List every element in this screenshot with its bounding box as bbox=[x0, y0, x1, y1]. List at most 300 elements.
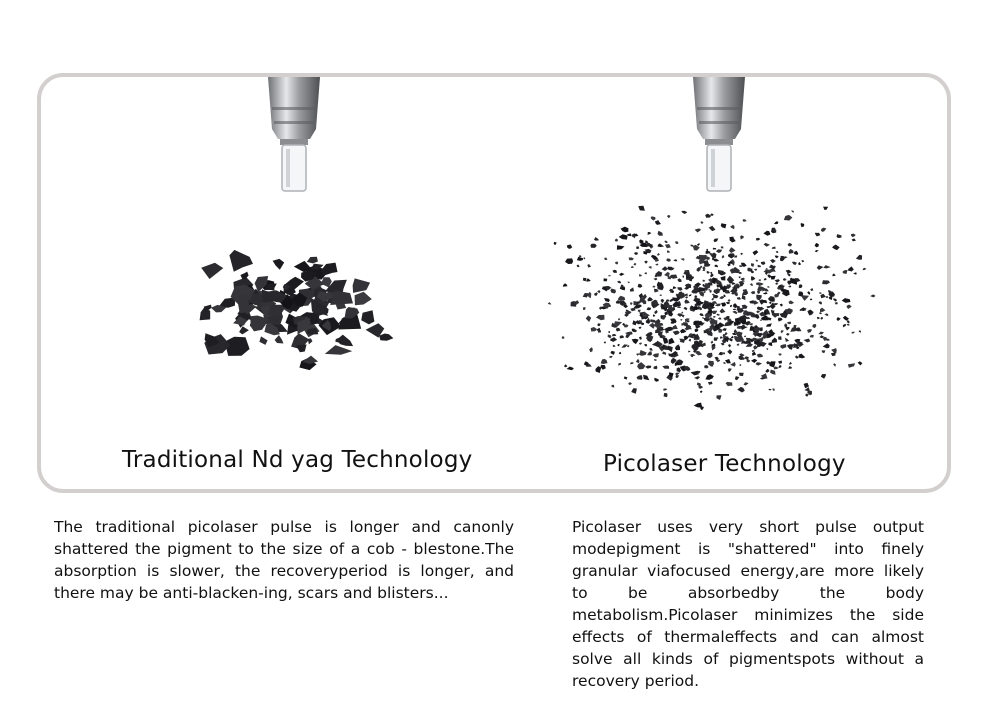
pigment-particle bbox=[664, 272, 670, 277]
pigment-particle bbox=[815, 243, 819, 248]
pigment-particle bbox=[831, 353, 836, 357]
pigment-particle bbox=[681, 258, 685, 261]
pigment-particle bbox=[725, 359, 731, 363]
pigment-particle bbox=[666, 259, 671, 262]
pigment-particle bbox=[562, 336, 565, 339]
pigment-particle bbox=[628, 382, 632, 385]
pigment-particle bbox=[654, 289, 659, 293]
pigment-particle bbox=[655, 220, 661, 225]
pigment-particle bbox=[601, 359, 608, 364]
pigment-particle bbox=[565, 258, 573, 264]
pigment-particle bbox=[744, 335, 746, 337]
pigment-particle bbox=[759, 279, 762, 281]
pigment-particle bbox=[843, 270, 848, 274]
traditional-description: The traditional picolaser pulse is longer and canonly shattered the pigment to the size of a cob - blestone.The absorption is slower, the recoveryperiod is longer, and there may be anti-blacken-ing, scars and blisters... bbox=[54, 518, 514, 602]
pigment-particle bbox=[667, 215, 670, 218]
pigment-particle bbox=[649, 323, 655, 329]
pigment-particle bbox=[610, 289, 616, 294]
pigment-particle bbox=[780, 304, 783, 307]
pigment-particle bbox=[673, 331, 680, 336]
pigment-particle bbox=[631, 388, 637, 393]
pigment-particle bbox=[700, 407, 704, 411]
pigment-particle bbox=[815, 250, 819, 252]
pigment-particle bbox=[630, 302, 633, 305]
pigment-particle bbox=[644, 261, 647, 264]
pigment-particle bbox=[712, 301, 718, 304]
pigment-particle bbox=[694, 376, 700, 379]
pigment-particle bbox=[770, 370, 776, 375]
pigment-particle bbox=[822, 280, 830, 284]
pigment-particle bbox=[586, 278, 591, 282]
pigment-chunk bbox=[275, 335, 284, 343]
pigment-particle bbox=[684, 307, 688, 310]
pigment-particle bbox=[757, 354, 763, 358]
pigment-particle bbox=[784, 215, 793, 221]
pigment-particle bbox=[852, 332, 856, 334]
pigment-particle bbox=[739, 373, 744, 376]
pigment-particle bbox=[645, 272, 647, 274]
pigment-particle bbox=[623, 305, 628, 308]
pigment-particle bbox=[789, 300, 795, 304]
pigment-particle bbox=[764, 278, 767, 281]
pigment-particle bbox=[604, 342, 606, 344]
pigment-particle bbox=[835, 302, 838, 304]
pigment-particle bbox=[740, 235, 744, 239]
pigment-particle bbox=[655, 264, 658, 266]
pigment-particle bbox=[617, 245, 625, 250]
pigment-particle bbox=[804, 339, 811, 343]
pigment-particle bbox=[792, 262, 797, 266]
pigment-particle bbox=[810, 299, 813, 301]
pigment-particle bbox=[807, 291, 810, 295]
pigment-particle bbox=[675, 241, 678, 244]
pigment-particle bbox=[750, 283, 753, 286]
pigment-particle bbox=[751, 359, 757, 363]
pigment-particle bbox=[766, 323, 772, 327]
pigment-particle bbox=[664, 393, 668, 397]
pigment-particle bbox=[730, 305, 732, 307]
pigment-particle bbox=[774, 366, 779, 369]
pigment-particle bbox=[638, 284, 643, 288]
pigment-particle bbox=[722, 328, 727, 331]
pigment-particle bbox=[707, 353, 713, 358]
pigment-particle bbox=[663, 389, 667, 391]
pigment-particle bbox=[704, 263, 711, 267]
pigment-particle bbox=[617, 281, 621, 284]
pigment-chunk bbox=[201, 263, 223, 279]
pigment-particle bbox=[818, 332, 824, 335]
pigment-particle bbox=[617, 344, 620, 347]
pigment-particle bbox=[710, 290, 712, 293]
pigment-particle bbox=[691, 245, 694, 247]
pigment-particle bbox=[583, 293, 589, 298]
pigment-particle bbox=[647, 351, 652, 355]
pigment-particle bbox=[707, 271, 710, 274]
pigment-particle bbox=[815, 233, 821, 237]
pigment-particle bbox=[587, 264, 591, 268]
pigment-particle bbox=[591, 327, 597, 332]
pigment-particle bbox=[620, 335, 624, 338]
pigment-particle bbox=[727, 349, 732, 354]
pigment-particle bbox=[730, 362, 735, 367]
pigment-particle bbox=[697, 382, 701, 385]
pigment-particle bbox=[785, 327, 789, 331]
pigment-particle bbox=[631, 266, 634, 268]
pigment-particle bbox=[817, 317, 820, 319]
pigment-particle bbox=[810, 335, 814, 338]
pigment-particle bbox=[787, 344, 794, 350]
pigment-particle bbox=[673, 325, 678, 330]
pigment-chunk bbox=[361, 310, 374, 324]
pigment-particle bbox=[655, 259, 659, 262]
pigment-particle bbox=[851, 234, 856, 238]
pigment-particle bbox=[651, 216, 656, 220]
pigment-particle bbox=[653, 314, 656, 317]
pigment-particle bbox=[729, 338, 733, 342]
pigment-particle bbox=[681, 312, 683, 314]
pigment-particle bbox=[858, 361, 863, 365]
pigment-particle bbox=[705, 214, 711, 218]
pigment-particle bbox=[644, 344, 647, 346]
pigment-particle bbox=[721, 246, 724, 248]
pigment-particle bbox=[780, 313, 789, 319]
pigment-particle bbox=[634, 252, 638, 255]
pigment-particle bbox=[689, 339, 691, 342]
pigment-particle bbox=[796, 347, 799, 349]
pigment-particle bbox=[703, 266, 706, 269]
pigment-particle bbox=[648, 232, 652, 235]
pigment-particle bbox=[702, 317, 705, 319]
pigment-particle bbox=[788, 285, 791, 287]
pigment-particle bbox=[820, 294, 826, 299]
pigment-particle bbox=[611, 351, 615, 355]
pigment-particle bbox=[731, 336, 734, 338]
pigment-particle bbox=[760, 319, 762, 321]
pigment-particle bbox=[613, 345, 616, 347]
pigment-particle bbox=[710, 317, 713, 320]
pigment-particle bbox=[755, 314, 760, 319]
pigment-particle bbox=[662, 351, 666, 355]
pigment-particle bbox=[799, 284, 803, 288]
pigment-particle bbox=[712, 258, 715, 260]
pigment-particle bbox=[583, 307, 586, 310]
pigment-particle bbox=[847, 320, 850, 324]
pigment-particle bbox=[684, 293, 688, 296]
pigment-particle bbox=[819, 292, 821, 294]
pigment-particle bbox=[609, 356, 613, 358]
pigment-particle bbox=[563, 283, 568, 286]
pigment-particle bbox=[630, 287, 634, 291]
pigment-particle bbox=[843, 316, 849, 321]
pigment-particle bbox=[639, 350, 646, 356]
pigment-particle bbox=[739, 276, 741, 278]
pigment-particle bbox=[616, 328, 621, 332]
pigment-particle bbox=[745, 382, 749, 384]
pigment-particle bbox=[590, 244, 596, 248]
pigment-particle bbox=[775, 279, 780, 283]
pigment-particle bbox=[763, 292, 768, 294]
pigment-particle bbox=[608, 335, 612, 339]
pigment-particle bbox=[824, 313, 828, 316]
pigment-particle bbox=[641, 322, 644, 325]
pigment-particle bbox=[805, 394, 809, 397]
pigment-particle bbox=[779, 365, 782, 368]
pigment-particle bbox=[821, 317, 824, 320]
pigment-particle bbox=[740, 253, 743, 255]
pigment-particle bbox=[624, 376, 628, 379]
pigment-particle bbox=[653, 353, 659, 357]
pigment-particle bbox=[699, 259, 704, 264]
pigment-particle bbox=[703, 291, 706, 294]
pigment-particle bbox=[638, 206, 645, 211]
pigment-particle bbox=[618, 363, 621, 366]
pigment-particle bbox=[711, 341, 714, 344]
pigment-particle bbox=[638, 310, 641, 312]
pigment-particle bbox=[647, 307, 652, 310]
pigment-particle bbox=[781, 330, 784, 333]
pigment-particle bbox=[612, 270, 617, 273]
pigment-chunks bbox=[41, 77, 501, 497]
pigment-particle bbox=[715, 265, 719, 267]
pigment-particle bbox=[677, 313, 682, 317]
pigment-particle bbox=[798, 354, 805, 359]
pigment-particle bbox=[833, 363, 836, 367]
pigment-particle bbox=[586, 315, 592, 322]
pigment-particle bbox=[715, 304, 721, 307]
pigment-particle bbox=[615, 239, 618, 242]
pigment-particle bbox=[832, 245, 840, 251]
pigment-particle bbox=[604, 278, 608, 281]
pigment-particle bbox=[779, 353, 782, 355]
pigment-particle bbox=[650, 348, 653, 351]
pigment-particle bbox=[718, 317, 721, 319]
pigment-particle bbox=[618, 318, 620, 320]
pigment-particle bbox=[753, 250, 759, 255]
pigment-particle bbox=[737, 344, 740, 346]
pigment-particle bbox=[823, 207, 828, 210]
pigment-particle bbox=[584, 361, 589, 366]
pigment-particle bbox=[726, 382, 733, 386]
pigment-particle bbox=[846, 305, 851, 309]
pigment-chunk bbox=[325, 345, 353, 355]
pigment-particle bbox=[788, 366, 792, 369]
pigment-particle bbox=[729, 247, 736, 253]
pigment-particle bbox=[697, 267, 701, 272]
pigment-particle bbox=[604, 258, 607, 261]
pigment-particle bbox=[794, 325, 797, 327]
pigment-particle bbox=[685, 296, 688, 298]
pigment-particle bbox=[714, 238, 719, 242]
pigment-particle bbox=[654, 310, 657, 314]
pigment-particle bbox=[823, 265, 830, 268]
pigment-particle bbox=[677, 287, 682, 291]
pigment-particle bbox=[677, 306, 681, 308]
pigment-particle bbox=[662, 366, 669, 369]
pigment-particle bbox=[737, 387, 745, 393]
pigment-particle bbox=[608, 275, 611, 276]
pigment-chunk bbox=[259, 336, 267, 345]
pigment-particle bbox=[837, 234, 842, 238]
pigment-particle bbox=[584, 257, 586, 259]
pigment-particle bbox=[691, 371, 700, 376]
pigment-particle bbox=[601, 365, 606, 370]
pigment-particle bbox=[630, 362, 633, 364]
pigment-particle bbox=[697, 243, 700, 246]
pigment-particle bbox=[728, 344, 731, 348]
pigment-particle bbox=[716, 249, 722, 253]
pigment-particle bbox=[680, 319, 682, 321]
pigment-particle bbox=[739, 364, 741, 366]
pigment-particle bbox=[713, 248, 717, 250]
pigment-particle bbox=[723, 362, 725, 364]
pigment-particle bbox=[764, 243, 770, 247]
pigment-particle bbox=[683, 276, 685, 279]
pigment-particle bbox=[774, 221, 778, 224]
pigment-particle bbox=[661, 329, 664, 331]
pigment-particle bbox=[789, 249, 794, 254]
pigment-particle bbox=[700, 391, 703, 393]
pigment-particle bbox=[843, 324, 846, 327]
pigment-particle bbox=[790, 326, 797, 332]
pigment-particle bbox=[663, 338, 668, 344]
pigment-particle bbox=[669, 338, 675, 345]
pigment-particle bbox=[621, 227, 629, 233]
pigment-particle bbox=[763, 231, 770, 236]
pigment-particle bbox=[771, 276, 776, 280]
pigment-particle bbox=[798, 262, 801, 265]
pigment-particle bbox=[710, 272, 712, 274]
pigment-particle bbox=[619, 273, 624, 276]
pigment-particle bbox=[821, 228, 827, 232]
pigment-particle bbox=[819, 312, 822, 314]
pigment-particle bbox=[608, 331, 610, 333]
pigment-particle bbox=[716, 314, 720, 316]
picolaser-caption: Picolaser Technology bbox=[603, 451, 846, 477]
pigment-particle bbox=[718, 352, 723, 355]
pigment-particle bbox=[629, 257, 634, 260]
pigment-particle bbox=[822, 350, 826, 353]
pigment-particle bbox=[653, 286, 656, 288]
pigment-particle bbox=[713, 316, 716, 318]
pigment-particle bbox=[595, 366, 601, 373]
pigment-particle bbox=[677, 278, 681, 282]
pigment-particle bbox=[610, 337, 617, 342]
pigment-particle bbox=[786, 333, 790, 336]
pigment-particle bbox=[637, 362, 645, 369]
pigment-particle bbox=[637, 375, 643, 380]
pigment-particle bbox=[690, 354, 696, 356]
pigment-particle bbox=[554, 242, 557, 246]
pigment-particle bbox=[741, 278, 745, 281]
pigment-particle bbox=[589, 347, 593, 352]
pigment-particle bbox=[821, 374, 826, 379]
pigment-particle bbox=[775, 256, 779, 259]
pigment-particle bbox=[661, 299, 665, 303]
pigment-particle bbox=[752, 352, 756, 356]
pigment-particle bbox=[636, 246, 639, 249]
pigment-chunk bbox=[336, 335, 353, 347]
pigment-particle bbox=[728, 299, 731, 301]
pigment-particle bbox=[627, 233, 631, 236]
pigment-particle bbox=[791, 210, 793, 213]
pigment-particle bbox=[819, 301, 822, 304]
pigment-particle bbox=[767, 286, 769, 288]
pigment-particle bbox=[784, 324, 787, 327]
pigment-particle bbox=[604, 298, 609, 302]
pigment-particle bbox=[776, 251, 779, 253]
pigment-particle bbox=[594, 237, 599, 241]
pigment-particle bbox=[639, 239, 644, 244]
pigment-particle bbox=[775, 283, 778, 285]
pigment-particle bbox=[795, 355, 798, 358]
pigment-particle bbox=[829, 296, 833, 300]
pigment-particle bbox=[826, 296, 828, 299]
pigment-particle bbox=[801, 223, 805, 227]
pigment-particle bbox=[654, 378, 659, 382]
pigment-particle bbox=[833, 298, 837, 301]
pigment-particle bbox=[619, 234, 628, 239]
pigment-particle bbox=[632, 339, 639, 344]
pigment-particle bbox=[751, 291, 756, 294]
pigment-particle bbox=[611, 385, 614, 388]
pigment-chunk bbox=[273, 259, 285, 270]
pigment-particle bbox=[627, 345, 630, 347]
pigment-particle bbox=[587, 292, 591, 299]
pigment-particle bbox=[766, 348, 768, 350]
pigment-particle bbox=[721, 223, 727, 228]
pigment-particle bbox=[859, 331, 861, 333]
pigment-particle bbox=[802, 295, 809, 301]
pigment-particle bbox=[733, 309, 736, 310]
pigment-particle bbox=[709, 320, 717, 325]
pigment-particle bbox=[722, 255, 724, 259]
pigment-particle bbox=[681, 314, 684, 317]
pigment-particle bbox=[676, 375, 680, 378]
pigment-particle bbox=[583, 278, 587, 282]
pigment-particle bbox=[597, 290, 600, 293]
pigment-chunk bbox=[321, 263, 337, 276]
pigment-particle bbox=[756, 238, 760, 241]
pigment-particle bbox=[863, 268, 867, 270]
pigment-particle bbox=[769, 265, 776, 270]
pigment-particle bbox=[772, 247, 776, 249]
pigment-particle bbox=[720, 308, 726, 313]
pigment-particle bbox=[639, 327, 642, 329]
pigment-particle bbox=[778, 361, 782, 364]
pigment-particle bbox=[778, 336, 781, 339]
picolaser-panel bbox=[501, 77, 955, 489]
pigment-particle bbox=[689, 294, 692, 296]
pigment-particle bbox=[837, 317, 841, 321]
pigment-particle bbox=[756, 362, 763, 365]
pigment-particle bbox=[658, 243, 664, 247]
pigment-particle bbox=[634, 263, 637, 266]
pigment-particle bbox=[780, 344, 786, 349]
pigment-particle bbox=[768, 389, 771, 391]
pigment-particle bbox=[853, 272, 857, 274]
pigment-chunk bbox=[229, 250, 253, 272]
pigment-particle bbox=[632, 320, 637, 325]
pigment-particle bbox=[665, 241, 668, 244]
pigment-particle bbox=[630, 308, 635, 312]
pigment-chunk bbox=[355, 292, 372, 306]
pigment-particles bbox=[501, 77, 955, 497]
pigment-particle bbox=[742, 295, 746, 300]
pigment-particle bbox=[817, 265, 824, 270]
pigment-particle bbox=[702, 280, 705, 282]
picolaser-description: Picolaser uses very short pulse output modepigment is "shattered" into finely granular viafocused energy,are more likely to be absorbedby the body metabolism.Picolaser minimizes the side effects of thermaleffects and can almost solve all kinds of pigmentspots without a recovery period. bbox=[572, 518, 924, 690]
pigment-particle bbox=[711, 298, 714, 301]
